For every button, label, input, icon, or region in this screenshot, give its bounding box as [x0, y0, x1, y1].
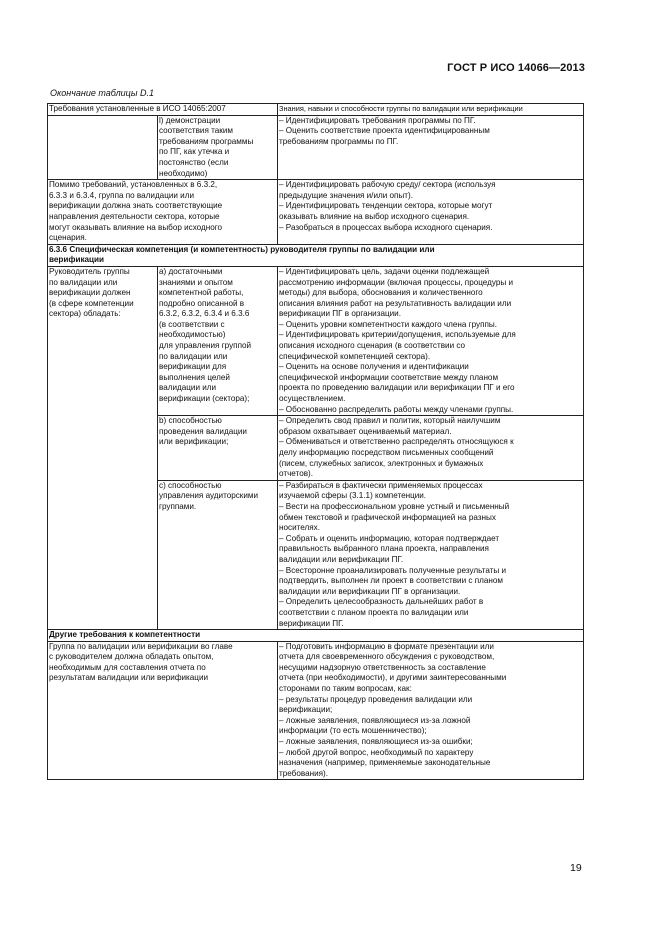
- text-line: – Идентифицировать рабочую среду/ сектора (используя: [279, 180, 496, 190]
- text-line: подтвердить, выполнен ли проект в соответствии с планом: [279, 576, 503, 586]
- text-line: информации (то есть мошенничество);: [279, 726, 427, 736]
- text-line: для управления группой: [159, 341, 252, 351]
- text-line: верификации ПГ в организации.: [279, 309, 401, 319]
- text-line: результатам валидации или верификации: [49, 673, 209, 683]
- text-line: проекта по проведению валидации или верификации ПГ и его: [279, 383, 515, 393]
- text-line: – Обмениваться и ответственно распределять относящуюся к: [279, 437, 514, 447]
- text-line: носителях.: [279, 523, 320, 533]
- skills-cell: [278, 416, 584, 481]
- page-number: 19: [570, 862, 582, 874]
- section-heading: [48, 244, 584, 266]
- text-line: 6.3.6 Специфическая компетенция (и компетентность) руководителя группы по валидации или: [49, 244, 435, 254]
- text-line: (в соответствии с: [159, 319, 225, 329]
- text-line: – Вести на профессиональном уровне устный и письменный: [279, 501, 510, 511]
- section-heading: Другие требования к компетентности: [48, 630, 584, 642]
- text-line: валидации или верификации ПГ.: [279, 554, 404, 564]
- text-line: методы) для выбора, обоснования и количественного: [279, 288, 483, 298]
- text-line: специфической информации соответствие между планом: [279, 372, 499, 382]
- text-line: могут оказывать влияние на выбор исходного: [49, 222, 223, 232]
- requirements-table: [47, 103, 584, 780]
- table-caption: Окончание таблицы D.1: [50, 88, 154, 98]
- text-line: или верификации;: [159, 437, 229, 447]
- text-line: необходимым для составления отчета по: [49, 662, 206, 672]
- text-line: соответствии с планом проекта по валидации или: [279, 607, 469, 617]
- text-line: знаниями и опытом: [159, 277, 233, 287]
- text-line: проведения валидации: [159, 426, 247, 436]
- text-line: подробно описанной в: [159, 298, 245, 308]
- sub-requirement-cell: [158, 480, 278, 629]
- text-line: верификации;: [279, 705, 333, 715]
- text-line: по валидации или: [159, 351, 228, 361]
- text-line: необходимо): [159, 168, 208, 178]
- text-line: – Подготовить информацию в формате презентации или: [279, 641, 494, 651]
- text-line: верификации должен: [49, 288, 131, 298]
- text-line: a) достаточными: [159, 266, 223, 276]
- requirement-cell: [48, 641, 278, 780]
- text-line: Помимо требований, установленных в 6.3.2,: [49, 180, 218, 190]
- table-row: [48, 266, 584, 415]
- text-line: предыдущие значения и/или опыт).: [279, 190, 413, 200]
- text-line: управления аудиторскими: [159, 491, 259, 501]
- text-line: изучаемой сферы (3.1.1) компетенции.: [279, 491, 427, 501]
- text-line: верификации ПГ.: [279, 618, 344, 628]
- requirement-cell: [48, 266, 158, 629]
- text-line: правильность выбранного плана проекта, направления: [279, 544, 489, 554]
- text-line: (писем, служебных записок, электронных и бумажных: [279, 458, 484, 468]
- text-line: отчета для своевременного обсуждения с руководством,: [279, 652, 495, 662]
- text-line: валидации или: [159, 383, 217, 393]
- text-line: – Оценить соответствие проекта идентифицированным: [279, 126, 490, 136]
- section-heading-row: [48, 244, 584, 266]
- skills-cell: [278, 480, 584, 629]
- text-line: Группа по валидации или верификации во главе: [49, 641, 233, 651]
- text-line: валидации или верификации ПГ в организации.: [279, 586, 461, 596]
- text-line: – Идентифицировать цель, задачи оценки подлежащей: [279, 266, 490, 276]
- text-line: сценария.: [49, 233, 87, 243]
- table-header-row: [48, 104, 584, 116]
- text-line: верификации (сектора);: [159, 394, 250, 404]
- skills-cell: [278, 266, 584, 415]
- text-line: компетентной работы,: [159, 288, 244, 298]
- text-line: описания исходного сценария (в соответствии со: [279, 341, 466, 351]
- text-line: b) способностью: [159, 416, 222, 426]
- text-line: – ложные заявления, появляющиеся из-за ложной: [279, 715, 471, 725]
- text-line: требования).: [279, 768, 328, 778]
- text-line: обмен текстовой и графической информацией на разных: [279, 512, 496, 522]
- text-line: 6.3.2, 6.3.2, 6.3.4 и 6.3.6: [159, 309, 250, 319]
- text-line: 6.3.3 и 6.3.4, группа по валидации или: [49, 190, 195, 200]
- text-line: – Определить целесообразность дальнейших работ в: [279, 597, 484, 607]
- text-line: – результаты процедур проведения валидации или: [279, 694, 473, 704]
- text-line: отчета (при необходимости), и другими заинтересованными: [279, 673, 507, 683]
- text-line: оказывать влияние на выбор исходного сценария.: [279, 211, 470, 221]
- text-line: Руководитель группы: [49, 266, 130, 276]
- text-line: группами.: [159, 501, 197, 511]
- text-line: рассмотрению информации (включая процессы, процедуры и: [279, 277, 514, 287]
- sub-requirement-cell: [158, 266, 278, 415]
- table-row: [48, 180, 584, 245]
- text-line: (в сфере компетенции: [49, 298, 134, 308]
- column-header-requirements: Требования установленные в ИСО 14065:2007: [48, 104, 278, 116]
- text-line: делу информацию посредством письменных сообщений: [279, 448, 494, 457]
- skills-cell: [278, 641, 584, 780]
- table-row: [48, 641, 584, 780]
- text-line: верификации должна знать соответствующие: [49, 201, 223, 211]
- text-line: – любой другой вопрос, необходимый по характеру: [279, 747, 474, 757]
- text-line: – Идентифицировать критерии/допущения, используемые для: [279, 330, 516, 340]
- text-line: – Собрать и оценить информацию, которая подтверждает: [279, 533, 500, 543]
- text-line: верификации: [49, 255, 105, 265]
- sub-requirement-cell: [158, 416, 278, 481]
- text-line: – Определить свод правил и политик, который наилучшим: [279, 416, 501, 426]
- text-line: описания влияния работ на результативность валидации или: [279, 298, 512, 308]
- document-code: ГОСТ Р ИСО 14066—2013: [447, 62, 585, 74]
- text-line: l) демонстрации: [159, 115, 221, 125]
- text-line: – Оценить на основе получения и идентификации: [279, 362, 469, 372]
- text-line: – Оценить уровни компетентности каждого члена группы.: [279, 319, 497, 329]
- text-line: – Идентифицировать тенденции сектора, которые могут: [279, 201, 493, 211]
- text-line: c) способностью: [159, 480, 222, 490]
- text-line: по ПГ, как утечка и: [159, 147, 230, 157]
- text-line: осуществлением.: [279, 394, 346, 404]
- text-line: верификации для: [159, 362, 227, 372]
- column-header-skills: Знания, навыки и способности группы по валидации или верификации: [278, 104, 584, 116]
- requirement-cell: [48, 180, 278, 245]
- text-line: постоянство (если: [159, 157, 229, 167]
- section-heading-row: [48, 630, 584, 642]
- text-line: – Всесторонне проанализировать полученные результаты и: [279, 565, 507, 575]
- skills-cell: [278, 180, 584, 245]
- skills-cell: [278, 115, 584, 180]
- text-line: – Разобраться в процессах выбора исходного сценария.: [279, 222, 493, 232]
- text-line: – Разбираться в фактически применяемых процессах: [279, 480, 483, 490]
- text-line: направления деятельности сектора, которые: [49, 211, 220, 221]
- text-line: сектора) обладать:: [49, 309, 121, 319]
- table-row: [48, 115, 584, 180]
- text-line: соответствия таким: [159, 126, 233, 136]
- text-line: несущими надзорную ответственность за составление: [279, 662, 486, 672]
- text-line: – ложные заявления, появляющиеся из-за ошибки;: [279, 737, 473, 747]
- text-line: назначения (например, применяемые законодательные: [279, 758, 491, 768]
- text-line: требованиям программы по ПГ.: [279, 136, 399, 146]
- text-line: по валидации или: [49, 277, 118, 287]
- text-line: отчетов).: [279, 469, 313, 479]
- text-line: – Идентифицировать требования программы по ПГ.: [279, 115, 476, 125]
- text-line: образом охватывает оцениваемый материал.: [279, 426, 452, 436]
- empty-cell: [48, 115, 158, 180]
- text-line: требованиям программы: [159, 136, 254, 146]
- text-line: – Обоснованно распределить работы между членами группы.: [279, 404, 514, 414]
- text-line: необходимостью): [159, 330, 226, 340]
- text-line: выполнения целей: [159, 372, 230, 382]
- sub-requirement-cell: [158, 115, 278, 180]
- text-line: специфической компетенцией сектора).: [279, 351, 431, 361]
- text-line: с руководителем должна обладать опытом,: [49, 652, 214, 662]
- text-line: сторонами по таким вопросам, как:: [279, 684, 412, 694]
